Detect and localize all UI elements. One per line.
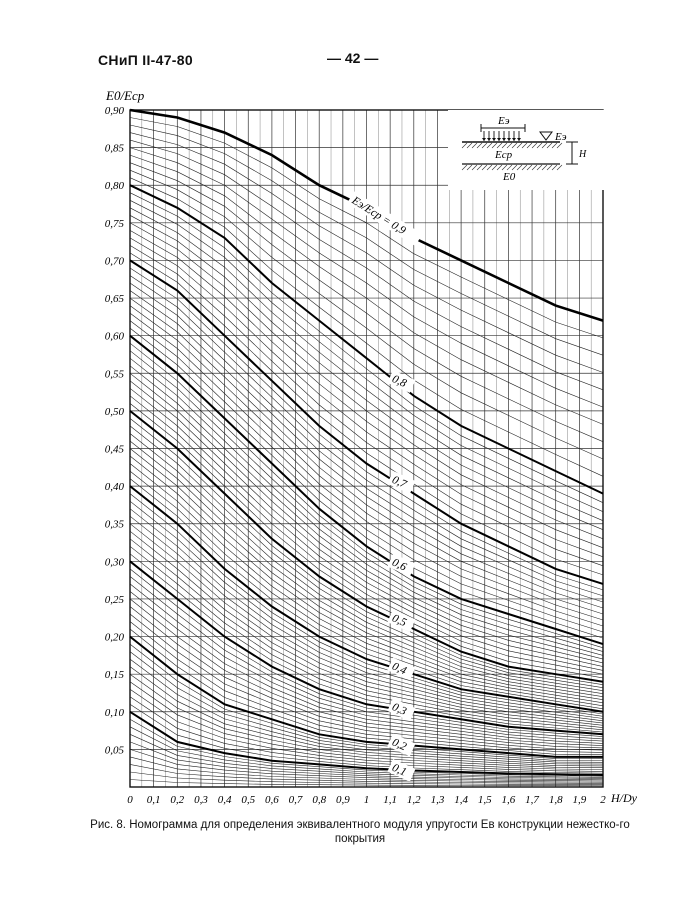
curve-label: 0,3 [390, 701, 409, 718]
curve-label: 0,6 [390, 556, 409, 574]
x-axis-ticks [127, 794, 606, 806]
y-tick-label: 0,80 [104, 180, 124, 193]
x-tick-label: 0 [127, 794, 133, 806]
y-tick-label: 0,20 [104, 631, 124, 644]
y-tick-label: 0,50 [104, 405, 124, 418]
inset-schematic [448, 110, 606, 190]
x-tick-label: 0,2 [170, 794, 185, 806]
y-tick-label: 0,55 [104, 368, 124, 381]
inset-load-label: Eэ [498, 115, 510, 127]
y-tick-label: 0,10 [104, 706, 124, 719]
x-tick-label: 0,4 [217, 794, 232, 806]
y-tick-label: 0,85 [104, 142, 124, 155]
y-axis-ticks [105, 105, 125, 756]
y-tick-label: 0,45 [104, 443, 124, 456]
document-code: СНиП II-47-80 [98, 52, 193, 68]
curve-label: Eэ/Eср = 0,9 [349, 194, 408, 238]
x-tick-label: 1,8 [548, 794, 563, 806]
y-axis-label: E0/Eср [106, 88, 145, 103]
x-tick-label: 0,1 [146, 794, 161, 806]
curve-label: 0,1 [390, 761, 409, 779]
x-tick-label: 1,2 [406, 794, 421, 806]
y-tick-label: 0,60 [104, 330, 124, 343]
x-tick-label: 2 [600, 794, 606, 806]
curve-label: 0,5 [390, 612, 409, 630]
y-tick-label: 0,70 [104, 255, 124, 268]
curve-label: 0,2 [390, 736, 409, 754]
x-tick-label: 1,6 [501, 794, 516, 806]
x-tick-label: 0,6 [265, 794, 279, 806]
curve-labels [347, 191, 423, 781]
x-tick-label: 1,4 [454, 794, 468, 806]
inset-thickness-label: H [579, 149, 587, 160]
y-tick-label: 0,40 [104, 481, 124, 494]
curve-label: 0,7 [390, 473, 409, 491]
y-tick-label: 0,15 [104, 669, 124, 682]
x-axis-label: H/Dу [611, 791, 637, 805]
x-tick-label: 0,9 [335, 794, 350, 806]
x-tick-label: 1,1 [383, 794, 398, 806]
x-tick-label: 1,7 [525, 794, 539, 806]
page-number: — 42 — [327, 50, 379, 66]
y-tick-label: 0,65 [104, 293, 124, 306]
y-tick-label: 0,75 [104, 217, 124, 230]
figure-caption: Рис. 8. Номограмма для определения эквивалентного модуля упругости Eв конструкции нежестко-го покрытия [90, 819, 630, 845]
curve-label: 0,8 [390, 373, 409, 390]
x-tick-label: 1 [363, 794, 370, 806]
inset-base-label: E0 [503, 171, 516, 183]
x-tick-label: 0,7 [288, 794, 303, 806]
inset-surface-label: Eэ [555, 131, 567, 143]
x-tick-label: 1,3 [430, 794, 445, 806]
y-tick-label: 0,25 [104, 593, 124, 606]
x-tick-label: 0,5 [241, 794, 256, 806]
x-tick-label: 1,9 [572, 794, 587, 806]
x-tick-label: 0,3 [194, 794, 208, 806]
x-tick-label: 0,8 [312, 794, 327, 806]
y-tick-label: 0,05 [104, 744, 124, 757]
y-tick-label: 0,35 [104, 518, 124, 531]
x-tick-label: 1,5 [477, 794, 492, 806]
curve-label: 0,4 [390, 660, 409, 678]
inset-layer-label: Eср [495, 149, 513, 161]
y-tick-label: 0,30 [104, 556, 124, 569]
y-tick-label: 0,90 [104, 105, 124, 117]
